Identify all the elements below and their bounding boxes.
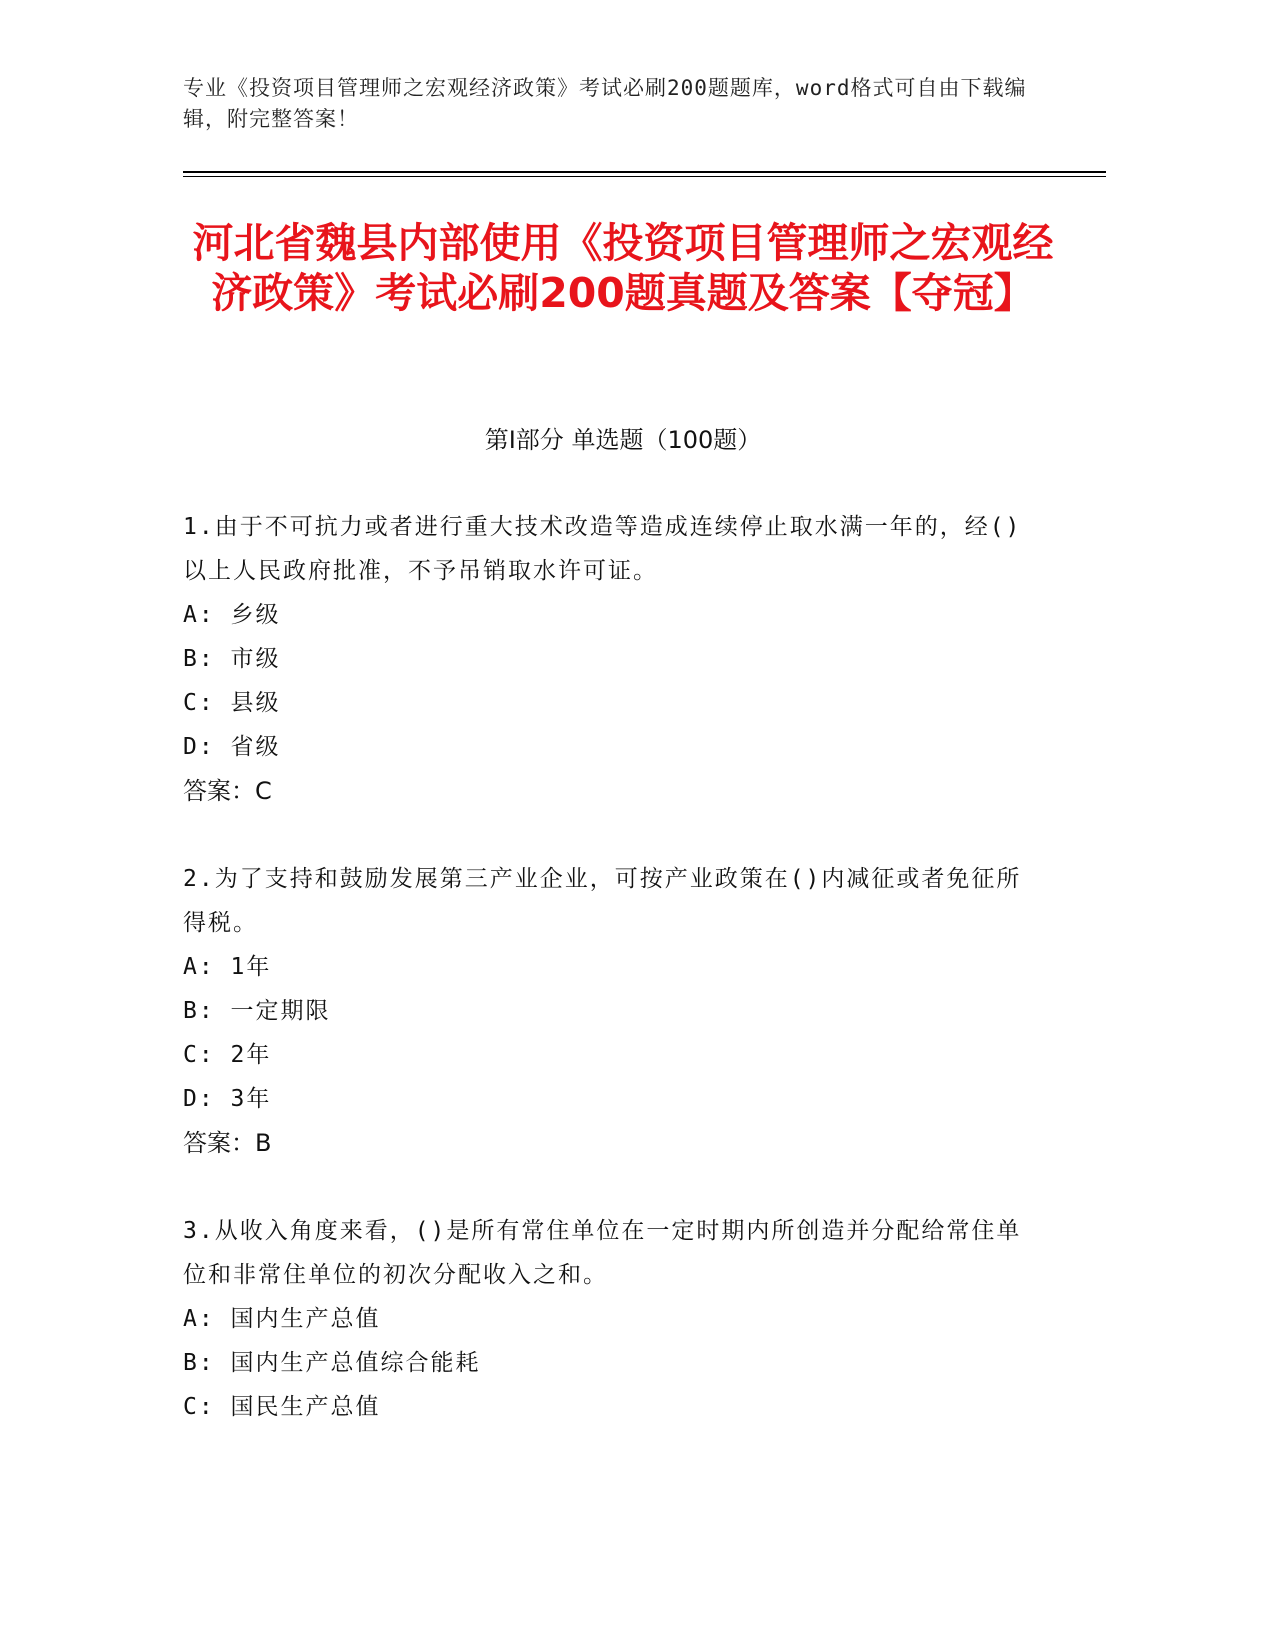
- section-title: 第I部分 单选题（100题）: [484, 426, 762, 454]
- answer-line: 答案：C: [183, 777, 272, 805]
- option-c: C: 国民生产总值: [183, 1394, 381, 1420]
- question-item: [183, 505, 1043, 813]
- option-c: C: 2年: [183, 1042, 272, 1068]
- header-note: 专业《投资项目管理师之宏观经济政策》考试必刷200题题库，word格式可自由下载编辑，附完整答案！: [183, 76, 1027, 131]
- question-stem: 1.由于不可抗力或者进行重大技术改造等造成连续停止取水满一年的，经()以上人民政府批准，不予吊销取水许可证。: [183, 514, 1022, 584]
- option-b: B: 一定期限: [183, 998, 331, 1024]
- header-divider-thin: [183, 176, 1106, 177]
- option-b: B: 国内生产总值综合能耗: [183, 1350, 481, 1376]
- option-c: C: 县级: [183, 690, 281, 716]
- header-divider-thick: [183, 171, 1106, 173]
- option-d: D: 3年: [183, 1086, 272, 1112]
- option-d: D: 省级: [183, 734, 281, 760]
- option-a: A: 1年: [183, 954, 272, 980]
- option-a: A: 国内生产总值: [183, 1306, 381, 1332]
- question-list: [183, 505, 1043, 1473]
- question-item: [183, 1209, 1043, 1429]
- option-a: A: 乡级: [183, 602, 281, 628]
- question-item: [183, 857, 1043, 1165]
- question-stem: 3.从收入角度来看，()是所有常住单位在一定时期内所创造并分配给常住单位和非常住单位的初次分配收入之和。: [183, 1218, 1022, 1288]
- document-title: 河北省魏县内部使用《投资项目管理师之宏观经济政策》考试必刷200题真题及答案【夺冠】: [192, 219, 1054, 317]
- question-stem: 2.为了支持和鼓励发展第三产业企业，可按产业政策在()内减征或者免征所得税。: [183, 866, 1022, 936]
- option-b: B: 市级: [183, 646, 281, 672]
- answer-line: 答案：B: [183, 1129, 272, 1157]
